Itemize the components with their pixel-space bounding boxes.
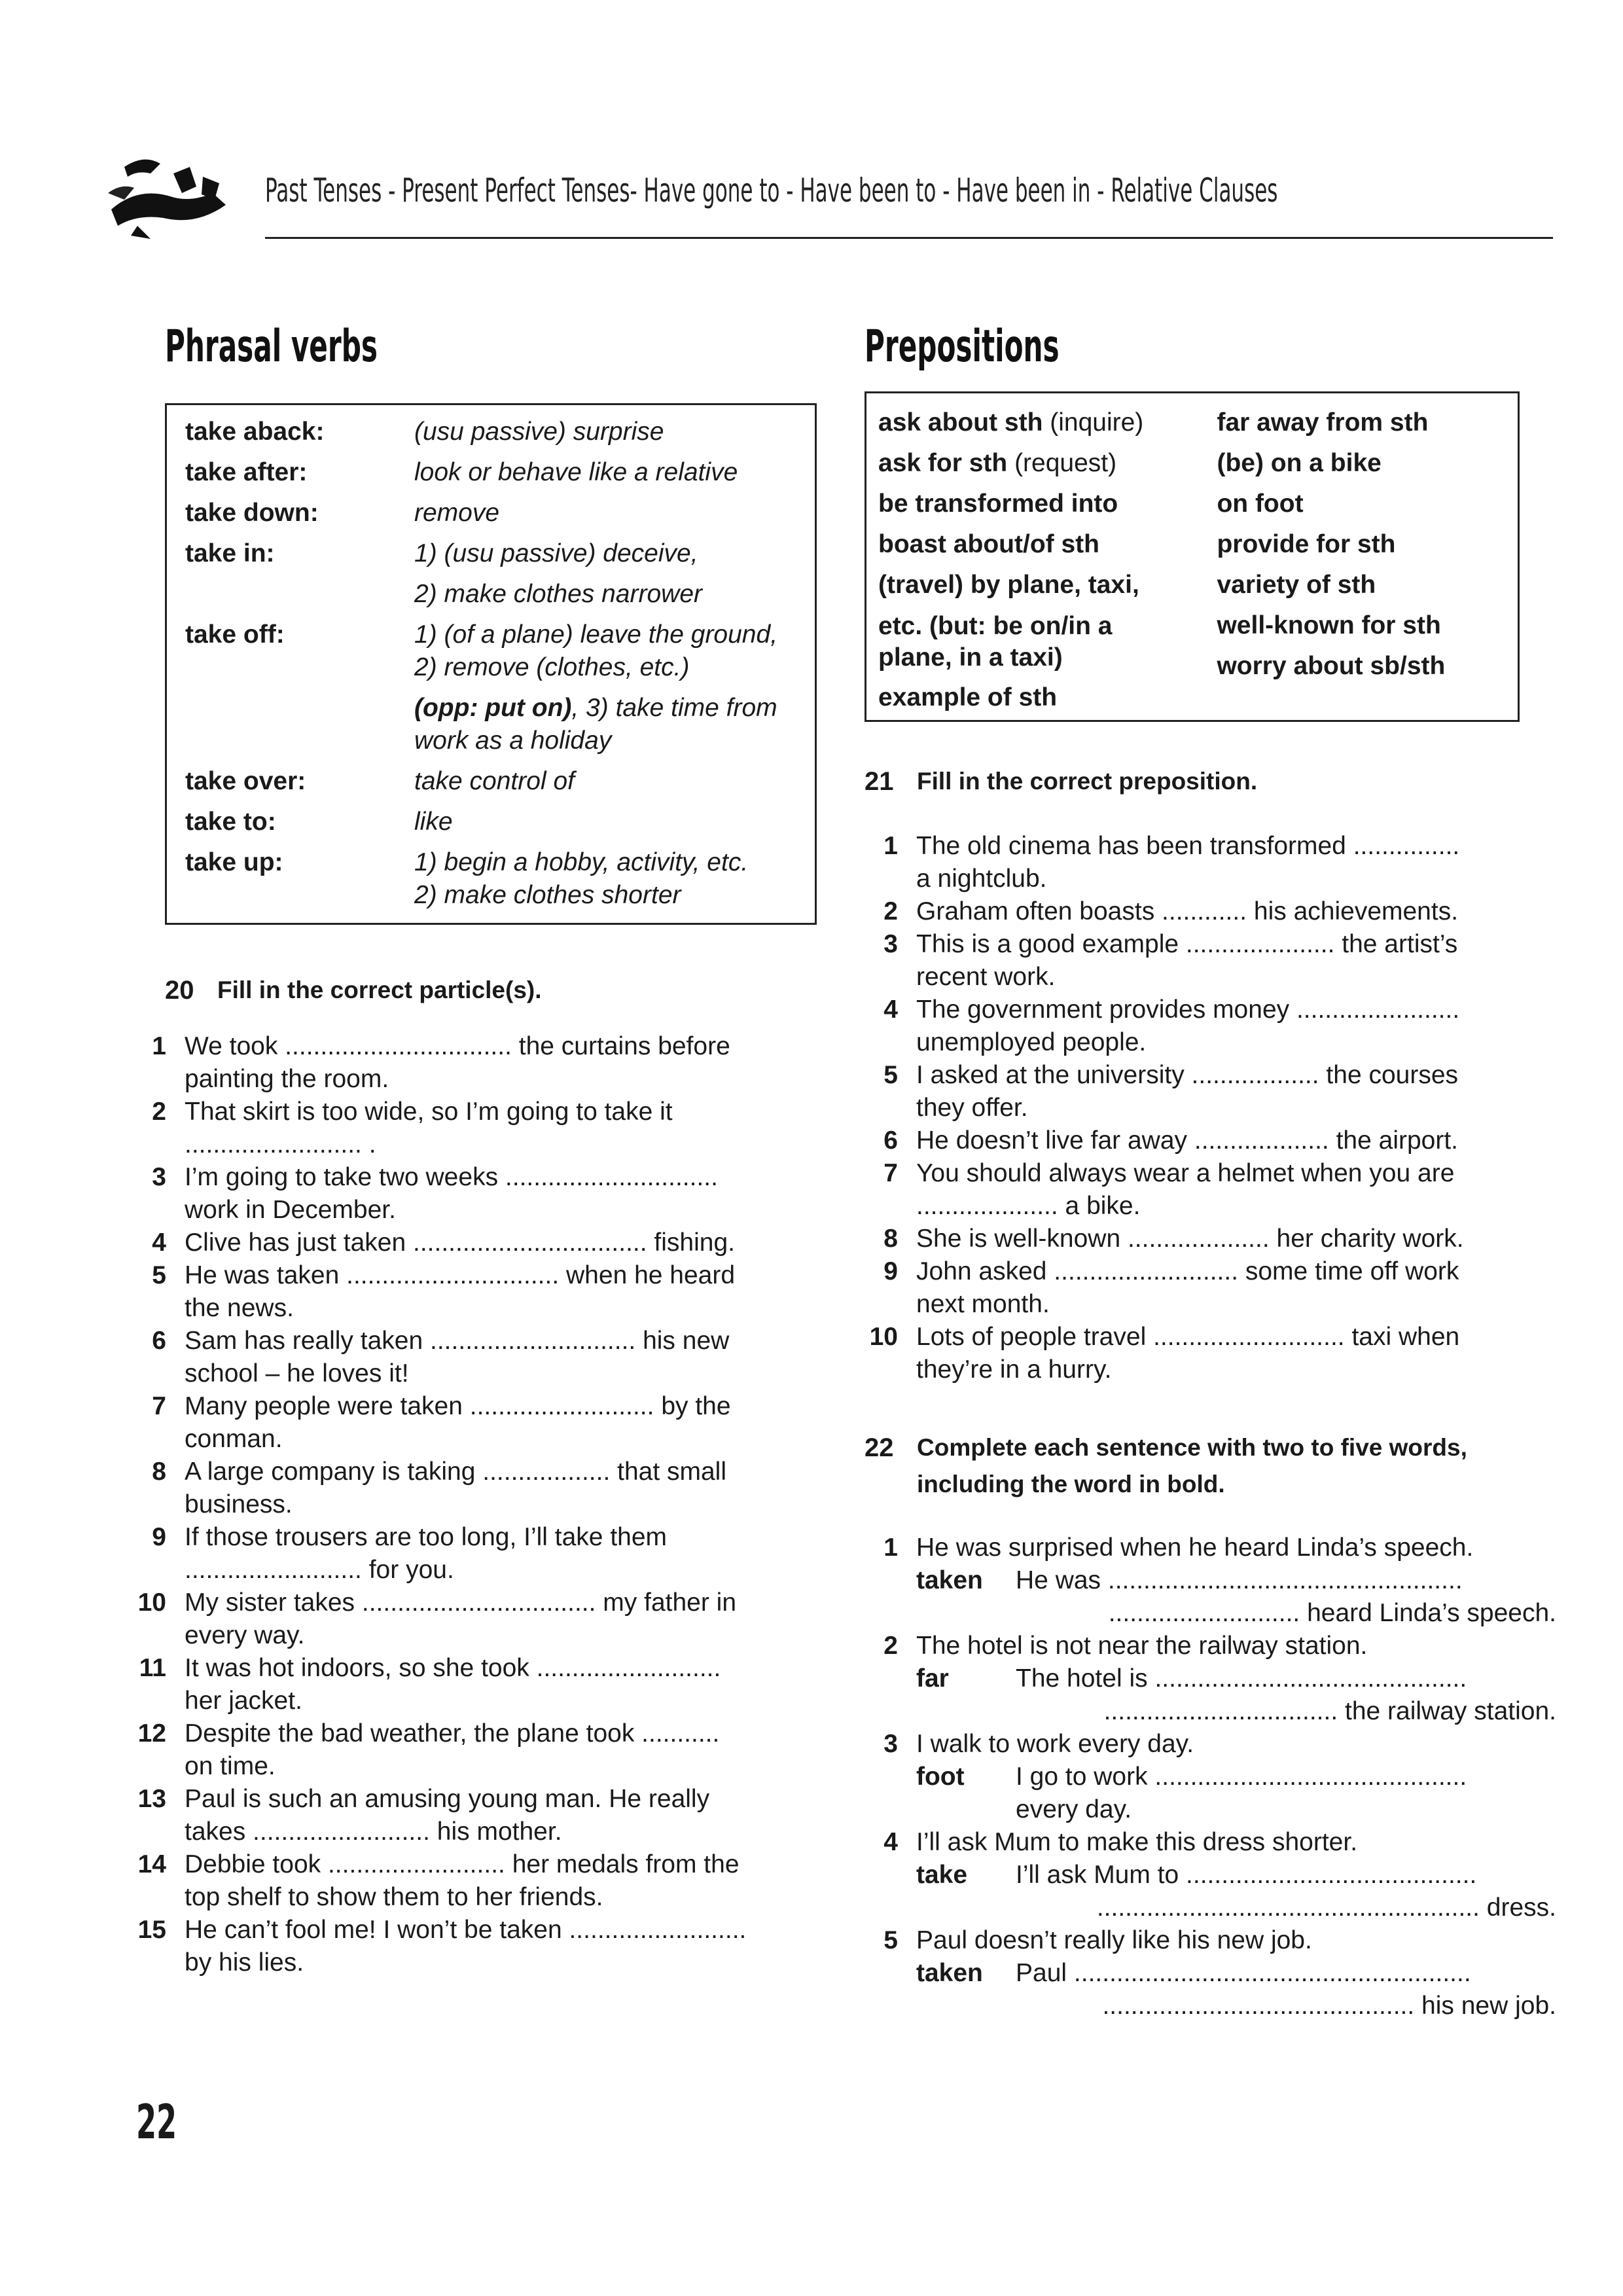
prep-item: ask for sth (request) [878, 449, 1117, 477]
pv-row: take up: 1) begin a hobby, activity, etc. 2) make clothes shorter [185, 848, 749, 909]
exercise-item: 10 My sister takes ................................. my father in every way. [137, 1588, 737, 1649]
prep-item: etc. (but: be on/in a plane, in a taxi) [878, 612, 1113, 672]
pv-row: take over: take control of [185, 767, 575, 795]
exercise-item: 5 He was taken .............................. when he heard the news. [152, 1261, 736, 1322]
prep-item: well-known for sth [1217, 611, 1441, 639]
exercise-item: 10 Lots of people travel ........................... taxi when they’re in a hurry. [869, 1323, 1460, 1384]
exercise-item: 11 It was hot indoors, so she took .......................... her jacket. [139, 1654, 721, 1715]
exercise-item: 9 If those trousers are too long, I’ll take them ......................... for you. [152, 1523, 668, 1584]
pv-row: take in: 1) (usu passive) deceive, [185, 539, 698, 567]
exercise-item: 6 He doesn’t live far away ................... the airport. [883, 1126, 1459, 1155]
page-number: 22 [136, 2094, 177, 2149]
prep-item: example of sth [878, 683, 1058, 711]
exercise-item: 5 I asked at the university .................. the courses they offer. [883, 1061, 1459, 1122]
prep-item: far away from sth [1217, 408, 1429, 437]
exercise-item: 3 I’m going to take two weeks .............................. work in December. [152, 1163, 718, 1224]
prep-item: provide for sth [1217, 530, 1396, 558]
exercise-22-heading: 22 Complete each sentence with two to five words, including the word in bold. [865, 1433, 1467, 1498]
exercise-item: 4 I’ll ask Mum to make this dress shorter. take I’ll ask Mum to ......................................... ...................................................... dress. [863, 1826, 1556, 1924]
exercise-item: 6 Sam has really taken ............................. his new school – he loves it! [152, 1327, 730, 1388]
exercise-item: 5 Paul doesn’t really like his new job. taken Paul ........................................................ ............................................ his new job. [863, 1924, 1556, 2022]
prep-item: ask about sth (inquire) [878, 408, 1144, 437]
phrasal-verbs-title: Phrasal verbs [165, 321, 378, 372]
exercise-21-heading: 21 Fill in the correct preposition. [865, 767, 1258, 796]
header-divider [265, 237, 1553, 239]
prep-item: (travel) by plane, taxi, [878, 571, 1139, 599]
exercise-item: 7 You should always wear a helmet when you are .................... a bike. [883, 1159, 1455, 1220]
exercise-item: 4 The government provides money ....................... unemployed people. [883, 996, 1460, 1056]
exercise-item: 15 He can’t fool me! I won’t be taken ......................... by his lies. [137, 1916, 747, 1977]
prep-item: variety of sth [1217, 571, 1376, 599]
exercise-item: 1 He was surprised when he heard Linda’s speech. taken He was .................................................. ........................... heard Linda’s speech. [863, 1532, 1556, 1630]
pv-row: take after: look or behave like a relative [185, 458, 738, 486]
exercise-22-list [863, 1532, 1556, 2022]
exercise-21-list [863, 830, 1556, 1386]
header-title: Past Tenses - Present Perfect Tenses- Have gone to - Have been to - Have been in - Relative Clauses [265, 171, 1278, 209]
exercise-item: 3 I walk to work every day. foot I go to work ............................................ every day. [863, 1728, 1556, 1826]
exercise-item: 14 Debbie took ......................... her medals from the top shelf to show them to her friends. [137, 1850, 740, 1911]
exercise-item: 13 Paul is such an amusing young man. He really takes ......................... his mother. [137, 1785, 710, 1846]
brush-logo-icon [98, 147, 239, 245]
exercise-item: 8 She is well-known .................... her charity work. [883, 1225, 1464, 1253]
pv-row: 2) make clothes narrower [414, 580, 703, 608]
exercise-item: 2 Graham often boasts ............ his achievements. [883, 897, 1459, 925]
keyword: foot [916, 1763, 965, 1791]
prep-item: boast about/of sth [878, 530, 1099, 558]
prepositions-column-2 [1217, 403, 1518, 720]
prep-item: (be) on a bike [1217, 449, 1382, 477]
exercise-item: 12 Despite the bad weather, the plane took ........... on time. [137, 1719, 720, 1780]
exercise-item: 7 Many people were taken .......................... by the conman. [152, 1392, 731, 1453]
prep-item: worry about sb/sth [1217, 652, 1446, 680]
exercise-20-heading: 20 Fill in the correct particle(s). [165, 976, 542, 1005]
prepositions-title: Prepositions [865, 321, 1060, 372]
phrasal-verbs-box [165, 403, 817, 925]
prepositions-column-1 [878, 403, 1217, 720]
exercise-item: 1 We took ................................ the curtains before painting the room. [152, 1032, 730, 1093]
keyword: take [916, 1861, 968, 1889]
exercise-item: 4 Clive has just taken ................................. fishing. [152, 1229, 735, 1257]
prep-item: be transformed into [878, 490, 1118, 518]
prep-item: on foot [1217, 490, 1304, 518]
exercise-item: 2 That skirt is too wide, so I’m going to take it ......................... . [152, 1098, 673, 1158]
keyword: far [916, 1664, 949, 1693]
pv-row: (opp: put on), 3) take time from work as a holiday [414, 694, 777, 755]
keyword: taken [916, 1566, 983, 1594]
prepositions-box [865, 391, 1520, 722]
pv-row: take to: like [185, 808, 453, 836]
exercise-20-list [131, 1030, 826, 1979]
exercise-item: 9 John asked .......................... some time off work next month. [883, 1257, 1459, 1318]
exercise-item: 8 A large company is taking .................. that small business. [152, 1458, 727, 1518]
exercise-item: 1 The old cinema has been transformed ............... a nightclub. [883, 832, 1460, 893]
pv-row: take off: 1) (of a plane) leave the ground, 2) remove (clothes, etc.) [185, 620, 778, 681]
pv-row: take down: remove [185, 499, 500, 527]
exercise-item: 2 The hotel is not near the railway station. far The hotel is ............................................ ................................. the railway station. [863, 1630, 1556, 1728]
keyword: taken [916, 1959, 983, 1987]
pv-row: take aback: (usu passive) surprise [185, 418, 664, 446]
exercise-item: 3 This is a good example ..................... the artist’s recent work. [883, 930, 1458, 991]
